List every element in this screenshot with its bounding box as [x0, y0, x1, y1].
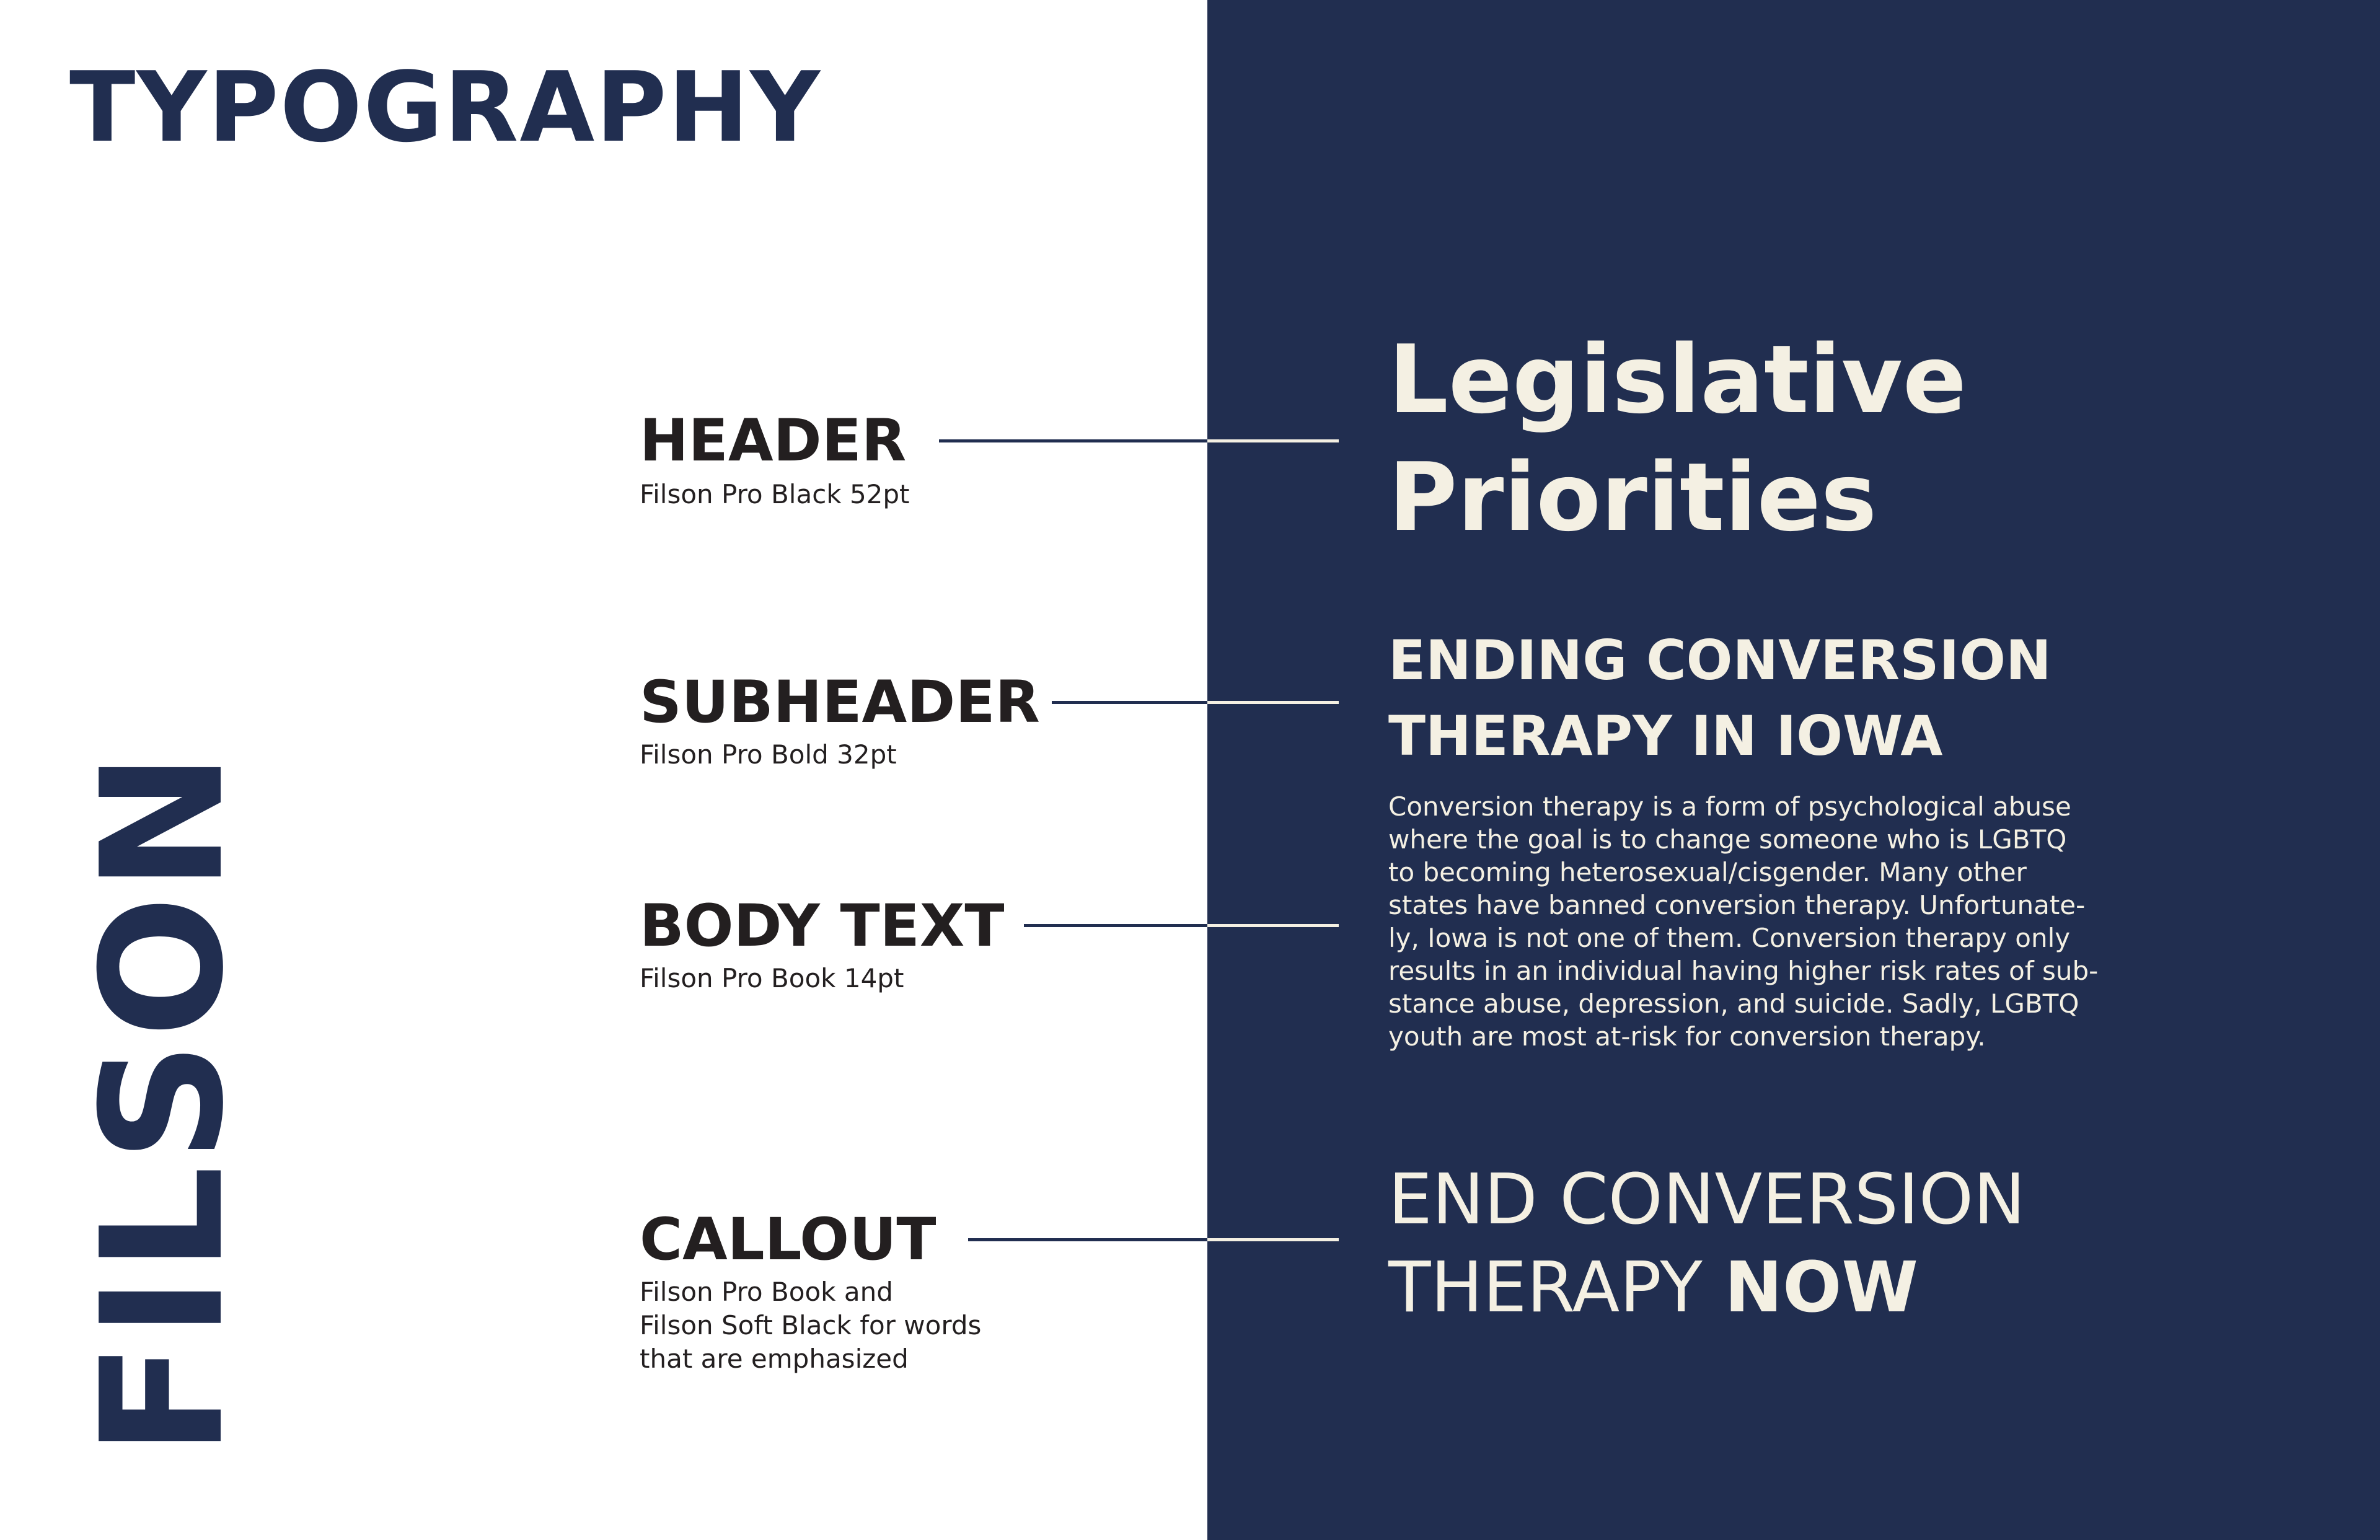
body-line: youth are most at-risk for conversion therapy.	[1388, 1021, 1986, 1052]
body-line: states have banned conversion therapy. Unfortunate-	[1388, 890, 2086, 920]
style-spec-line: that are emphasized	[640, 1344, 909, 1374]
body-line: results in an individual having higher risk rates of sub-	[1388, 956, 2099, 986]
sample-header	[1388, 321, 1967, 557]
page-title: TYPOGRAPHY	[69, 51, 822, 164]
callout-emphasis: NOW	[1724, 1247, 1918, 1328]
style-spec-line: Filson Pro Bold 32pt	[640, 739, 897, 770]
body-line: to becoming heterosexual/cisgender. Many other	[1388, 857, 2027, 887]
style-label-body-text: BODY TEXT	[640, 892, 1005, 960]
style-spec-subheader	[640, 738, 897, 772]
style-label-header: HEADER	[640, 407, 907, 475]
style-label-subheader: SUBHEADER	[640, 669, 1040, 736]
style-spec-body-text	[640, 962, 904, 995]
style-spec-callout	[640, 1275, 981, 1376]
connector-line-callout	[968, 1238, 1207, 1241]
style-spec-header	[640, 478, 910, 511]
callout-plain-text: THERAPY	[1388, 1247, 1725, 1328]
connector-line-callout-panel	[1207, 1238, 1339, 1241]
sample-subheader-line: THERAPY IN IOWA	[1388, 704, 1943, 768]
body-line: where the goal is to change someone who is LGBTQ	[1388, 824, 2067, 855]
body-line: Conversion therapy is a form of psychological abuse	[1388, 791, 2071, 822]
connector-line-header-panel	[1207, 439, 1339, 442]
callout-line: END CONVERSION	[1388, 1159, 2025, 1240]
style-spec-line: Filson Pro Black 52pt	[640, 479, 910, 509]
sample-subheader-line: ENDING CONVERSION	[1388, 628, 2052, 692]
font-name-vertical: FILSON	[65, 748, 260, 1456]
sample-body-text	[1388, 790, 2120, 1053]
sample-subheader	[1388, 623, 2052, 774]
connector-line-subheader	[1052, 701, 1207, 704]
style-spec-line: Filson Pro Book and	[640, 1277, 893, 1307]
body-line: ly, Iowa is not one of them. Conversion therapy only	[1388, 923, 2071, 953]
style-spec-line: Filson Pro Book 14pt	[640, 963, 904, 993]
connector-line-header	[939, 439, 1207, 442]
connector-line-body-text	[1024, 924, 1207, 927]
sample-header-line: Legislative	[1388, 325, 1967, 434]
style-spec-line: Filson Soft Black for words	[640, 1310, 982, 1340]
connector-line-subheader-panel	[1207, 701, 1339, 704]
sample-callout	[1388, 1156, 2025, 1332]
sample-header-line: Priorities	[1388, 442, 1877, 552]
connector-line-body-text-panel	[1207, 924, 1339, 927]
body-line: stance abuse, depression, and suicide. Sadly, LGBTQ	[1388, 988, 2079, 1019]
callout-line	[1388, 1244, 2025, 1332]
style-label-callout: CALLOUT	[640, 1206, 937, 1274]
